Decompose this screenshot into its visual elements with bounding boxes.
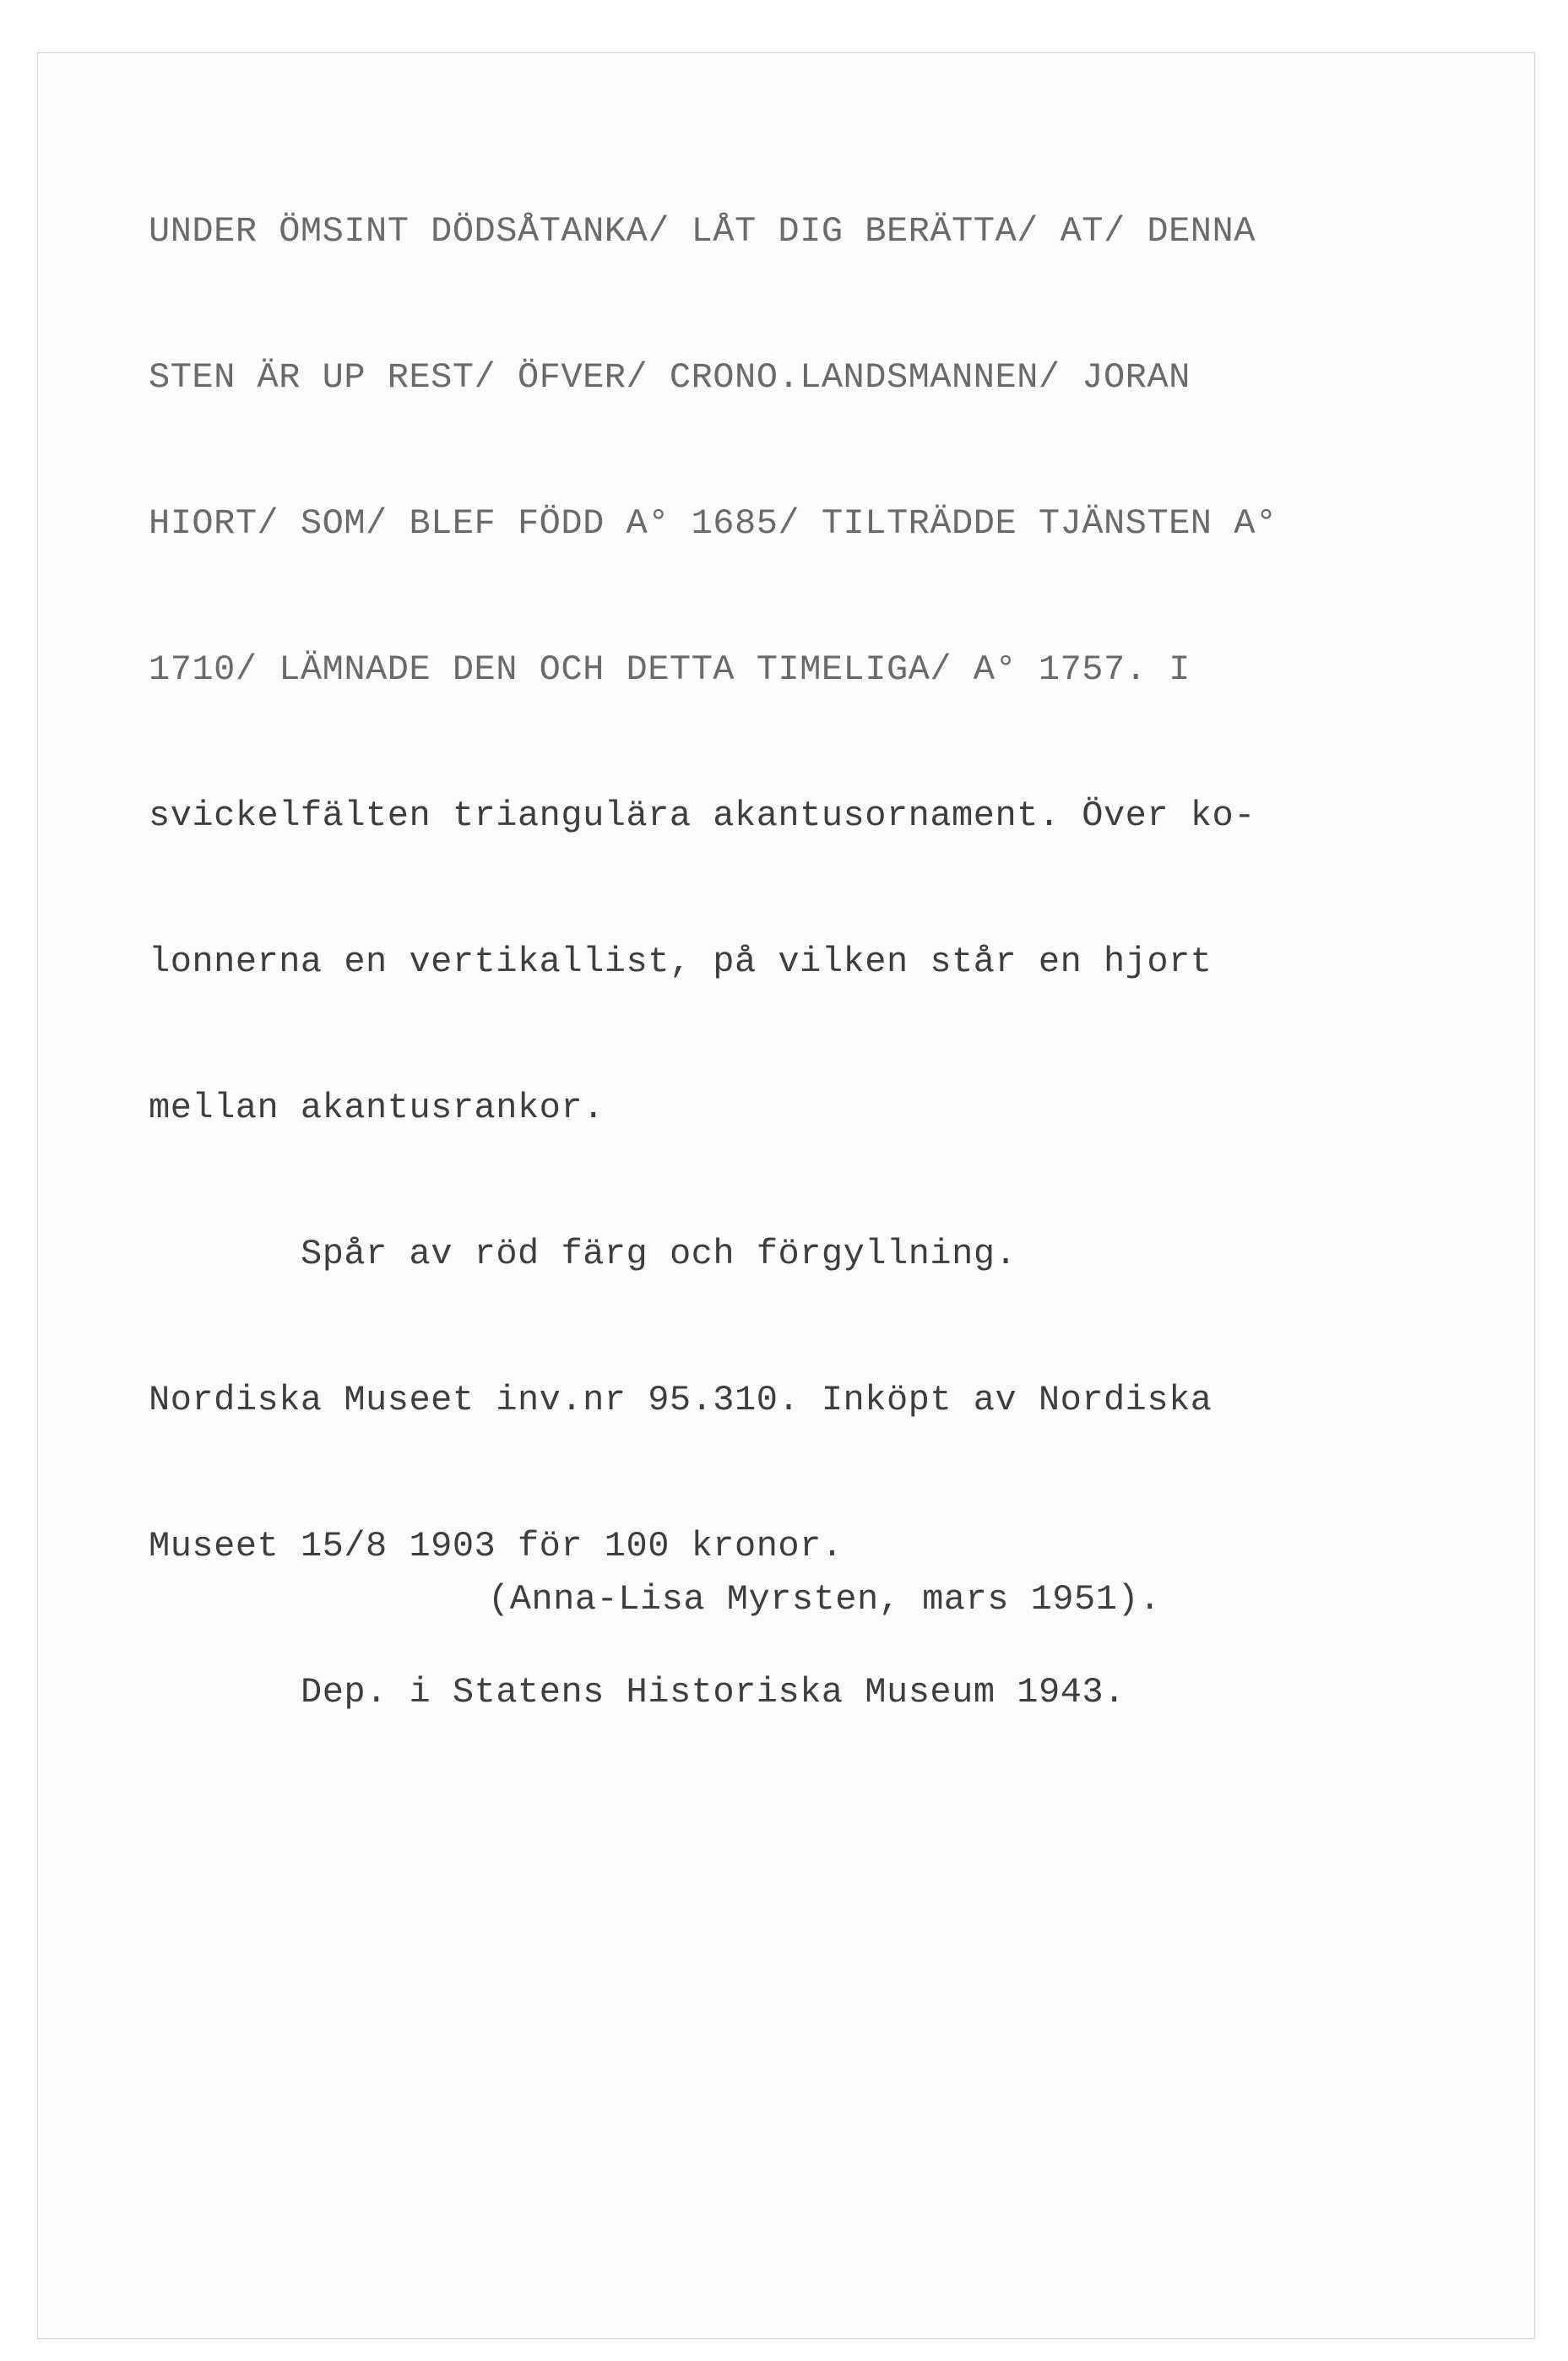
text-line-8: Spår av röd färg och förgyllning. [301, 1234, 1017, 1274]
text-line-11: Dep. i Statens Historiska Museum 1943. [301, 1672, 1126, 1712]
text-line-2: STEN ÄR UP REST/ ÖFVER/ CRONO.LANDSMANNEN/ JORAN [149, 357, 1191, 398]
text-line-9: Nordiska Museet inv.nr 95.310. Inköpt av Nordiska [149, 1380, 1213, 1420]
text-line-10: Museet 15/8 1903 för 100 kronor. [149, 1526, 844, 1566]
text-line-3: HIORT/ SOM/ BLEF FÖDD A° 1685/ TILTRÄDDE TJÄNSTEN A° [149, 503, 1278, 544]
text-line-7: mellan akantusrankor. [149, 1088, 605, 1128]
typed-text-block [149, 118, 1278, 1766]
text-line-1: UNDER ÖMSINT DÖDSÅTANKA/ LÅT DIG BERÄTTA/ AT/ DENNA [149, 211, 1256, 252]
text-line-6: lonnerna en vertikallist, på vilken står en hjort [149, 942, 1213, 982]
text-line-4: 1710/ LÄMNADE DEN OCH DETTA TIMELIGA/ A° 1757. I [149, 649, 1191, 690]
text-line-5: svickelfälten triangulära akantusornament. Över ko- [149, 795, 1256, 836]
signature-line: (Anna-Lisa Myrsten, mars 1951). [488, 1579, 1161, 1620]
